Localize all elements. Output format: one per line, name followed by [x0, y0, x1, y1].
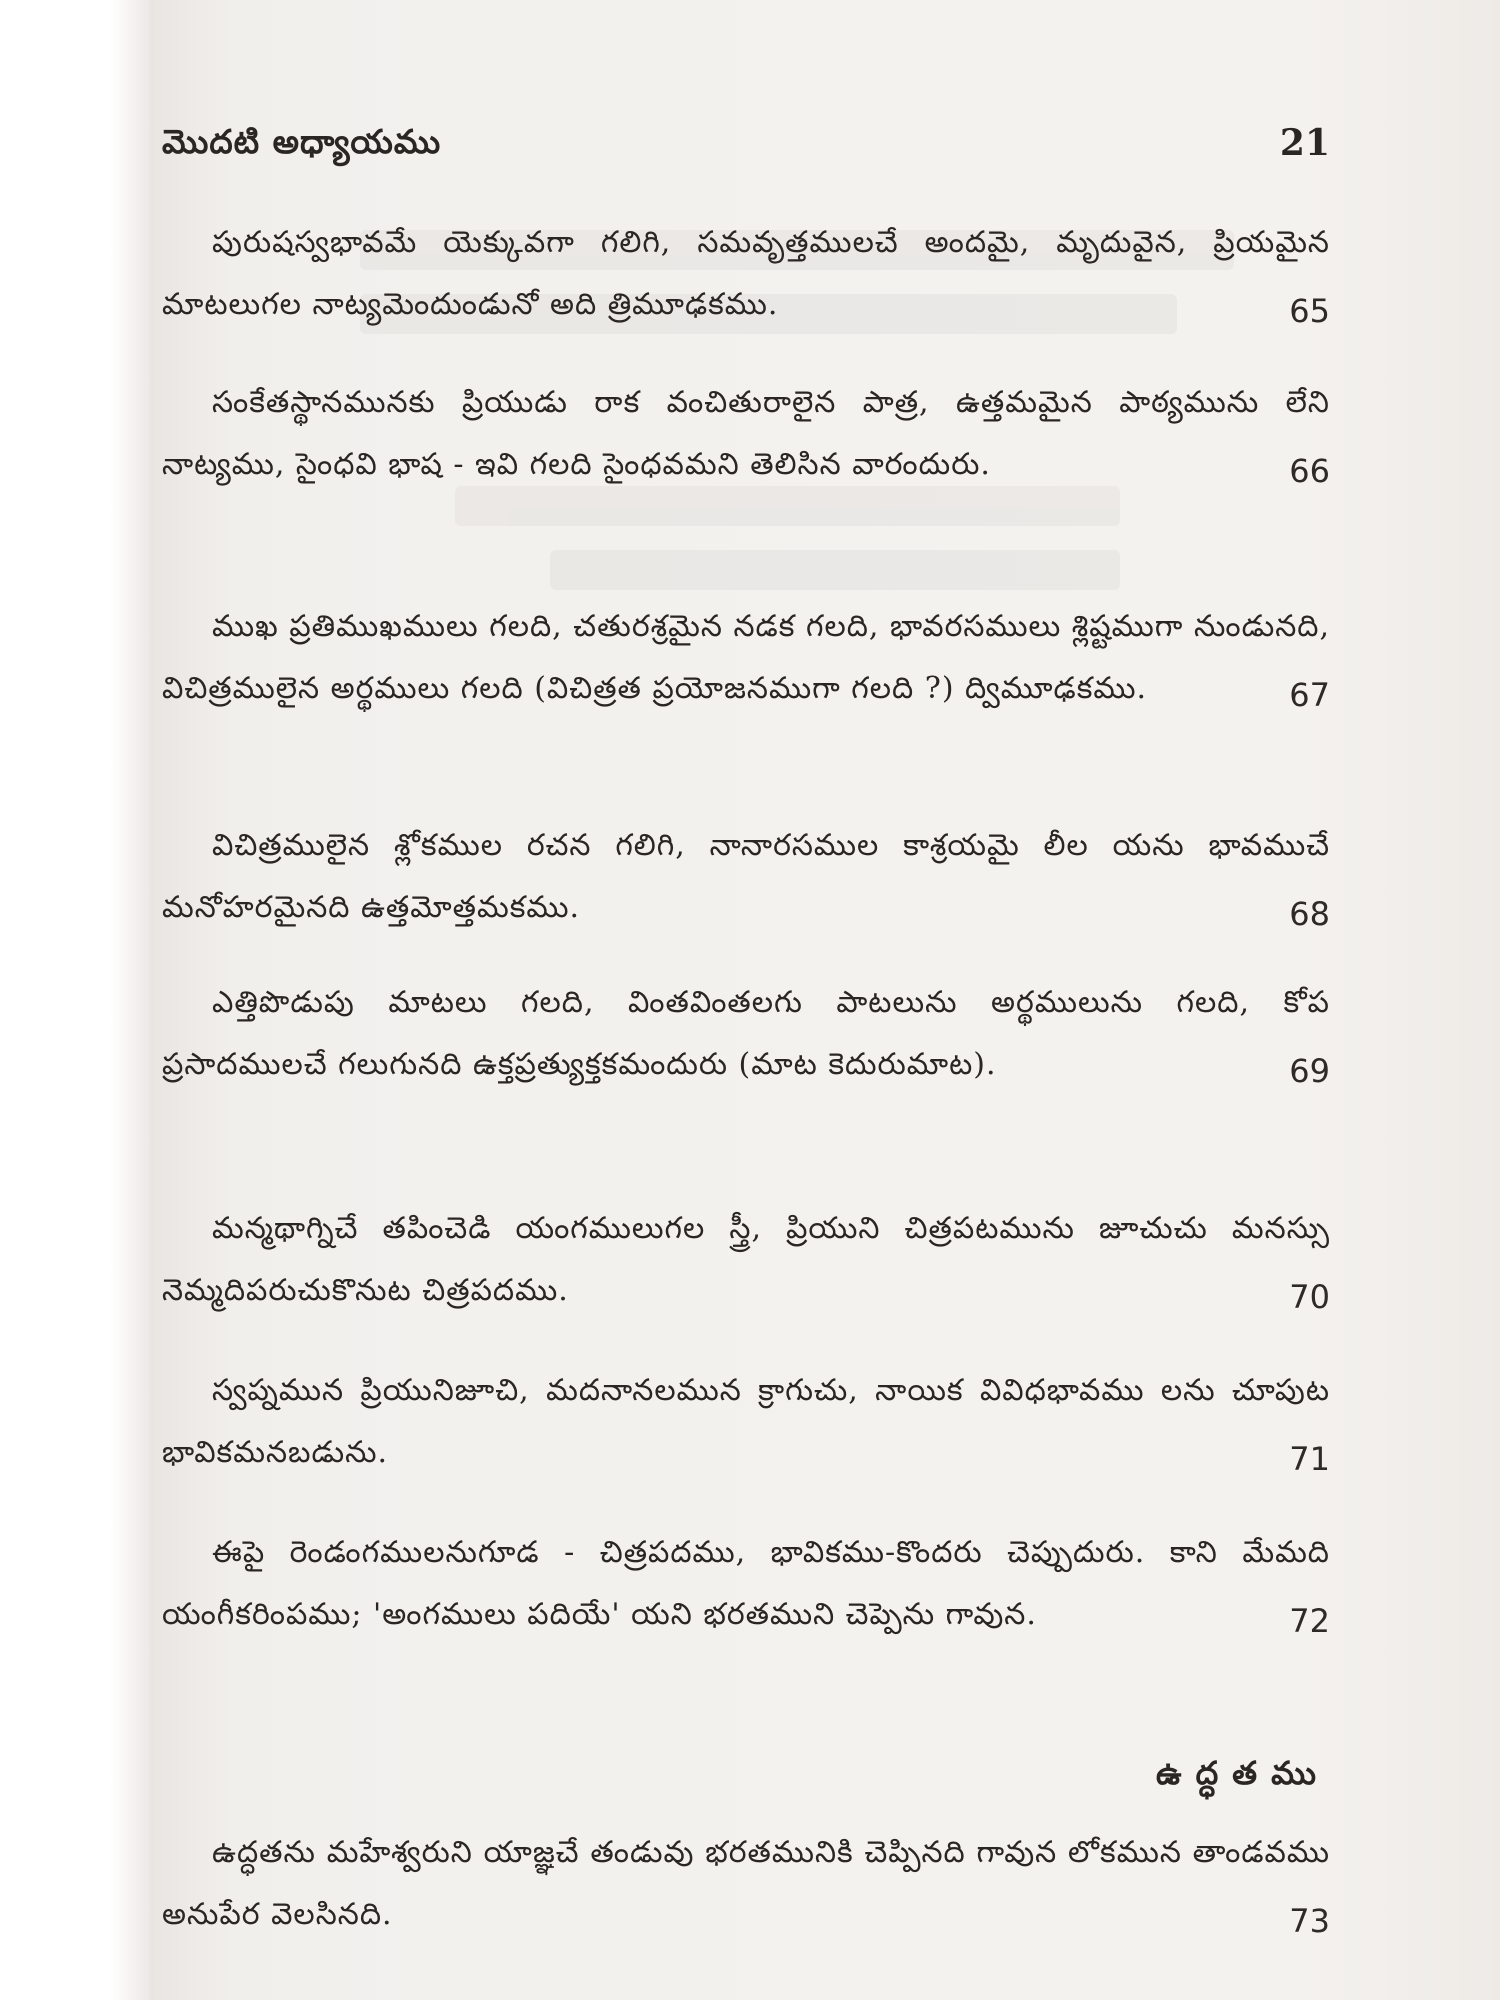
verse-70: [162, 1198, 1330, 1322]
verse-text: సంకేతస్థానమునకు ప్రియుడు రాక వంచితురాలైన పాత్ర, ఉత్తమమైన పాఠ్యమును లేని నాట్యము, సైంధవి భాష - ఇవి గలది సైంధవమని తెలిసిన వారందురు.: [162, 385, 1330, 482]
verse-number: 69: [1289, 1052, 1330, 1090]
verse-number: 70: [1289, 1278, 1330, 1316]
verse-number: 68: [1289, 895, 1330, 933]
running-head: మొదటి అధ్యాయము: [162, 122, 442, 161]
verse-72: [162, 1522, 1330, 1646]
page-number: 21: [1279, 122, 1330, 164]
scan-margin: [0, 0, 150, 2000]
verse-67: [162, 596, 1330, 720]
verse-text: విచిత్రములైన శ్లోకముల రచన గలిగి, నానారసముల కాశ్రయమై లీల యను భావముచే మనోహరమైనది ఉత్తమోత్తమకము.: [162, 828, 1330, 925]
verse-text: స్వప్నమున ప్రియునిజూచి, మదనానలమున క్రాగుచు, నాయిక వివిధభావము లను చూపుట భావికమనబడును.: [162, 1373, 1330, 1470]
verse-number: 72: [1289, 1602, 1330, 1640]
verse-text: ఎత్తిపొడుపు మాటలు గలది, వింతవింతలగు పాటలును అర్థములును గలది, కోప ప్రసాదములచే గలుగునది ఉక్తప్రత్యుక్తకమందురు (మాట కెదురుమాట).: [162, 985, 1330, 1082]
verse-69: [162, 972, 1330, 1096]
verse-number: 66: [1289, 452, 1330, 490]
section-heading: ఉద్ధతము: [1156, 1754, 1330, 1792]
page-header: [162, 122, 1330, 182]
verse-text: ఉద్ధతను మహేశ్వరుని యాజ్ఞచే తండువు భరతమునికి చెప్పినది గావున లోకమున తాండవము అనుపేర వెలసినది.: [162, 1835, 1330, 1932]
verse-number: 71: [1289, 1440, 1330, 1478]
verse-66: [162, 372, 1330, 496]
verse-text: పురుషస్వభావమే యెక్కువగా గలిగి, సమవృత్తములచే అందమై, మృదువైన, ప్రియమైన మాటలుగల నాట్యమెందుండునో అది త్రిమూఢకము.: [162, 225, 1330, 322]
verse-number: 73: [1289, 1902, 1330, 1940]
verse-73: [162, 1822, 1330, 1946]
verse-71: [162, 1360, 1330, 1484]
verse-text: ముఖ ప్రతిముఖములు గలది, చతురశ్రమైన నడక గలది, భావరసములు శ్లిష్టముగా నుండునది, విచిత్రములైన అర్థములు గలది (విచిత్రత ప్రయోజనముగా గలది ?) ద్విమూఢకము.: [162, 609, 1330, 706]
verse-65: [162, 212, 1330, 336]
verse-text: మన్మథాగ్నిచే తపించెడి యంగములుగల స్త్రీ, ప్రియుని చిత్రపటమును జూచుచు మనస్సు నెమ్మదిపరుచుకొనుట చిత్రపదము.: [162, 1211, 1330, 1308]
verse-number: 65: [1289, 292, 1330, 330]
verse-number: 67: [1289, 676, 1330, 714]
verse-68: [162, 815, 1330, 939]
verse-text: ఈపై రెండంగములనుగూడ - చిత్రపదము, భావికము-కొందరు చెప్పుదురు. కాని మేమది యంగీకరింపము; 'అంగములు పదియే' యని భరతముని చెప్పెను గావున.: [162, 1535, 1330, 1632]
